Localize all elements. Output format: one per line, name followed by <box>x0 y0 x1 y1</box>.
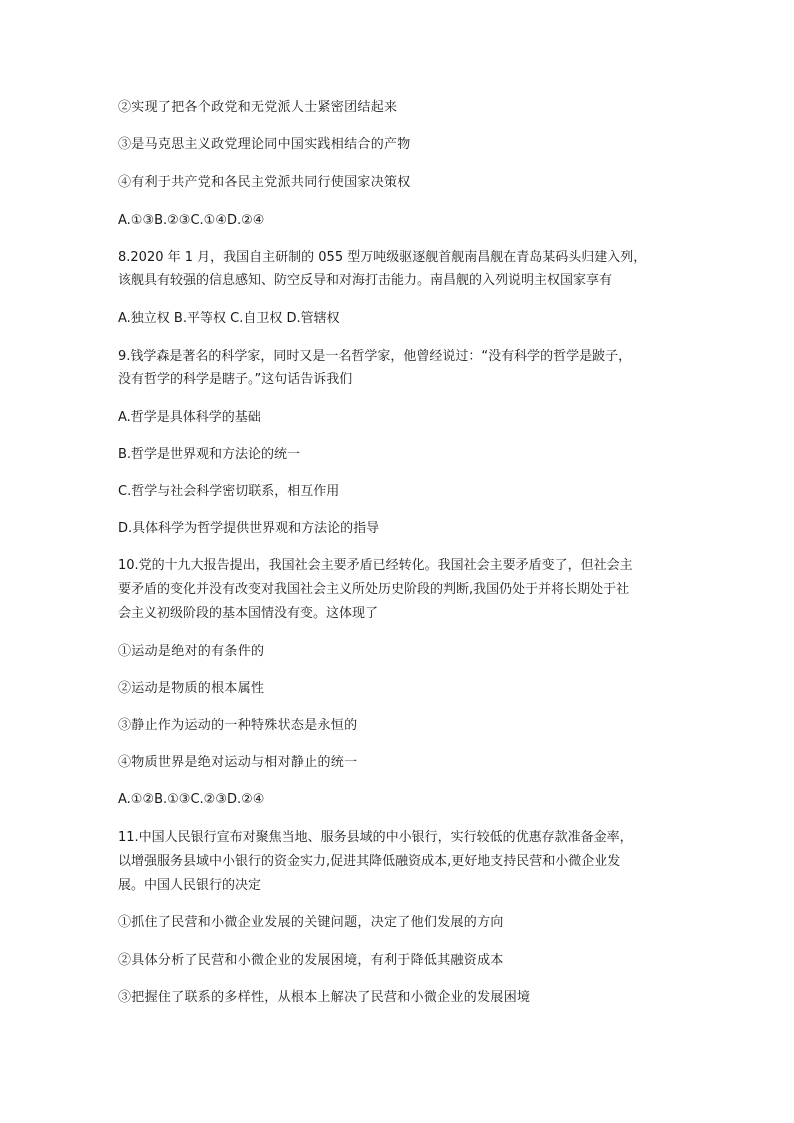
question-text: 8.2020 年 1 月，我国自主研制的 055 型万吨级驱逐舰首舰南昌舰在青岛某码头归建入列， <box>118 250 647 265</box>
option-line: ①抓住了民营和小微企业发展的关键问题，决定了他们发展的方向 <box>118 915 504 930</box>
option-line: ②具体分析了民营和小微企业的发展困境，有利于降低其融资成本 <box>118 953 504 968</box>
option-line: ③静止作为运动的一种特殊状态是永恒的 <box>118 718 358 733</box>
question-text: 以增强服务县域中小银行的资金实力,促进其降低融资成本,更好地支持民营和小微企业发 <box>118 854 621 869</box>
question-text: 10.党的十九大报告提出，我国社会主要矛盾已经转化。我国社会主要矛盾变了，但社会主 <box>118 558 633 573</box>
question-text: 9.钱学森是著名的科学家，同时又是一名哲学家，他曾经说过：“没有科学的哲学是跛子， <box>118 349 632 364</box>
question-text: 要矛盾的变化并没有改变对我国社会主义所处历史阶段的判断,我国仍处于并将长期处于社 <box>118 582 630 597</box>
option-line: ②运动是物质的根本属性 <box>118 681 265 696</box>
question-text: 展。中国人民银行的决定 <box>118 878 262 893</box>
answer-choices: A.独立权 B.平等权 C.自卫权 D.管辖权 <box>118 311 340 326</box>
answer-choices: A.①②B.①③C.②③D.②④ <box>118 792 265 807</box>
question-text: 11.中国人民银行宣布对聚焦当地、服务县域的中小银行，实行较低的优惠存款准备金率， <box>118 830 633 845</box>
option-line: ③把握住了联系的多样性，从根本上解决了民营和小微企业的发展困境 <box>118 990 531 1005</box>
answer-choice: C.哲学与社会科学密切联系，相互作用 <box>118 484 340 499</box>
question-text: 该舰具有较强的信息感知、防空反导和对海打击能力。南昌舰的入列说明主权国家享有 <box>118 273 613 288</box>
option-line: ③是马克思主义政党理论同中国实践相结合的产物 <box>118 137 411 152</box>
option-line: ②实现了把各个政党和无党派人士紧密团结起来 <box>118 100 398 115</box>
question-text: 没有哲学的科学是瞎子。”这句话告诉我们 <box>118 372 353 387</box>
option-line: ④有利于共产党和各民主党派共同行使国家决策权 <box>118 175 411 190</box>
question-text: 会主义初级阶段的基本国情没有变。这体现了 <box>118 606 379 621</box>
answer-choice: A.哲学是具体科学的基础 <box>118 410 261 425</box>
option-line: ①运动是绝对的有条件的 <box>118 644 265 659</box>
option-line: ④物质世界是绝对运动与相对静止的统一 <box>118 755 358 770</box>
answer-choices: A.①③B.②③C.①④D.②④ <box>118 213 265 228</box>
answer-choice: D.具体科学为哲学提供世界观和方法论的指导 <box>118 521 380 536</box>
answer-choice: B.哲学是世界观和方法论的统一 <box>118 447 301 462</box>
